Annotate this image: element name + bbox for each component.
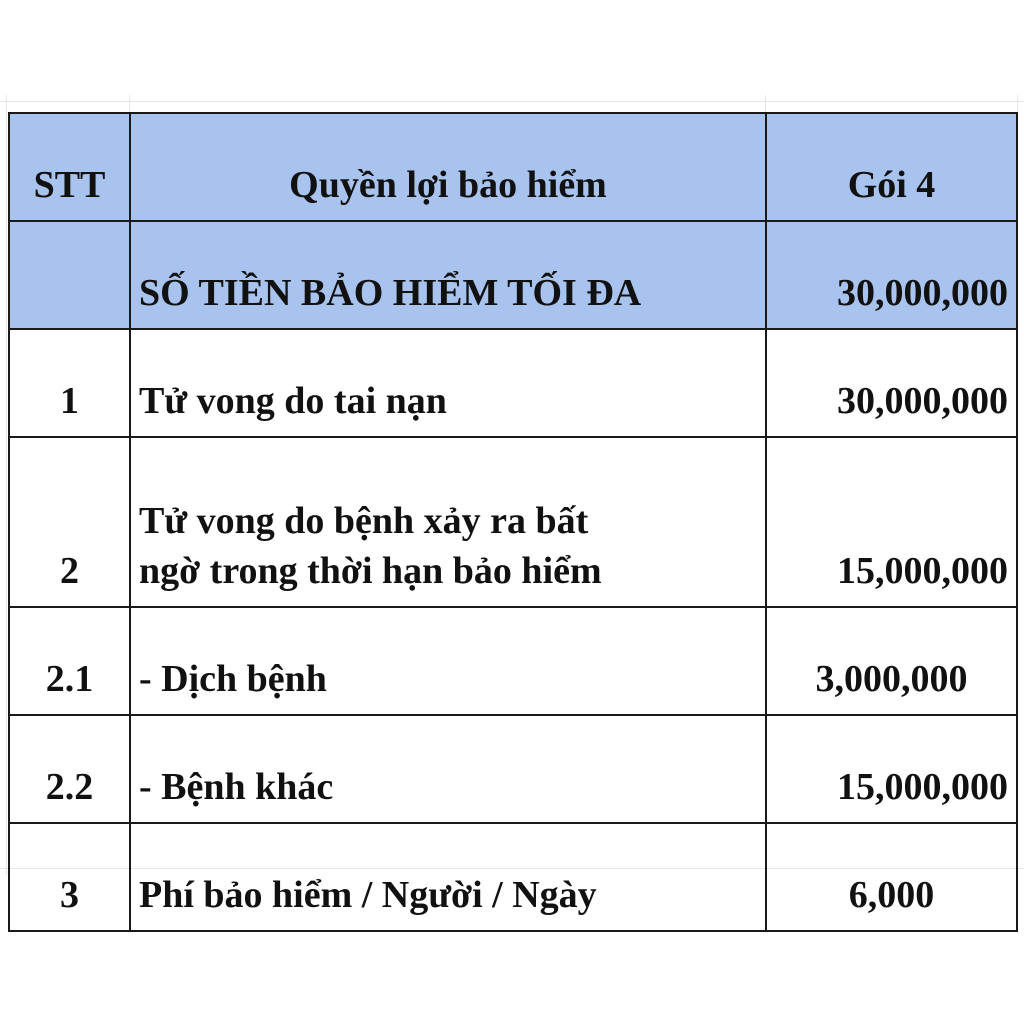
table-row <box>9 823 1017 931</box>
table-row <box>9 437 1017 607</box>
row-value-cell[interactable]: 30,000,000 <box>766 329 1017 437</box>
table-row <box>9 715 1017 823</box>
row-benefit-cell[interactable]: Phí bảo hiểm / Người / Ngày <box>130 823 766 931</box>
total-value-cell[interactable]: 30,000,000 <box>766 221 1017 329</box>
total-benefit-cell[interactable]: SỐ TIỀN BẢO HIỂM TỐI ĐA <box>130 221 766 329</box>
row-stt-cell[interactable]: 2 <box>9 437 130 607</box>
row-value-cell[interactable]: 6,000 <box>766 823 1017 931</box>
table-header-row <box>9 113 1017 221</box>
total-sum-row <box>9 221 1017 329</box>
row-benefit-cell[interactable] <box>130 437 766 607</box>
row-stt-cell[interactable]: 2.1 <box>9 607 130 715</box>
row-value-cell[interactable]: 15,000,000 <box>766 437 1017 607</box>
table-row <box>9 329 1017 437</box>
header-benefit-cell[interactable]: Quyền lợi bảo hiểm <box>130 113 766 221</box>
header-package-cell[interactable]: Gói 4 <box>766 113 1017 221</box>
row-value-cell[interactable]: 3,000,000 <box>766 607 1017 715</box>
row-benefit-cell[interactable]: - Dịch bệnh <box>130 607 766 715</box>
sheet-gridline <box>6 95 7 875</box>
row-stt-cell[interactable]: 1 <box>9 329 130 437</box>
insurance-benefits-table <box>8 112 1018 932</box>
row-benefit-line: ngờ trong thời hạn bảo hiểm <box>139 550 602 592</box>
header-stt-cell[interactable]: STT <box>9 113 130 221</box>
total-stt-cell[interactable] <box>9 221 130 329</box>
row-benefit-cell[interactable]: Tử vong do tai nạn <box>130 329 766 437</box>
row-value-cell[interactable]: 15,000,000 <box>766 715 1017 823</box>
row-benefit-cell[interactable]: - Bệnh khác <box>130 715 766 823</box>
row-benefit-line: Tử vong do bệnh xảy ra bất <box>139 500 589 542</box>
row-stt-cell[interactable]: 3 <box>9 823 130 931</box>
table-row <box>9 607 1017 715</box>
row-stt-cell[interactable]: 2.2 <box>9 715 130 823</box>
sheet-gridline <box>0 101 1024 102</box>
